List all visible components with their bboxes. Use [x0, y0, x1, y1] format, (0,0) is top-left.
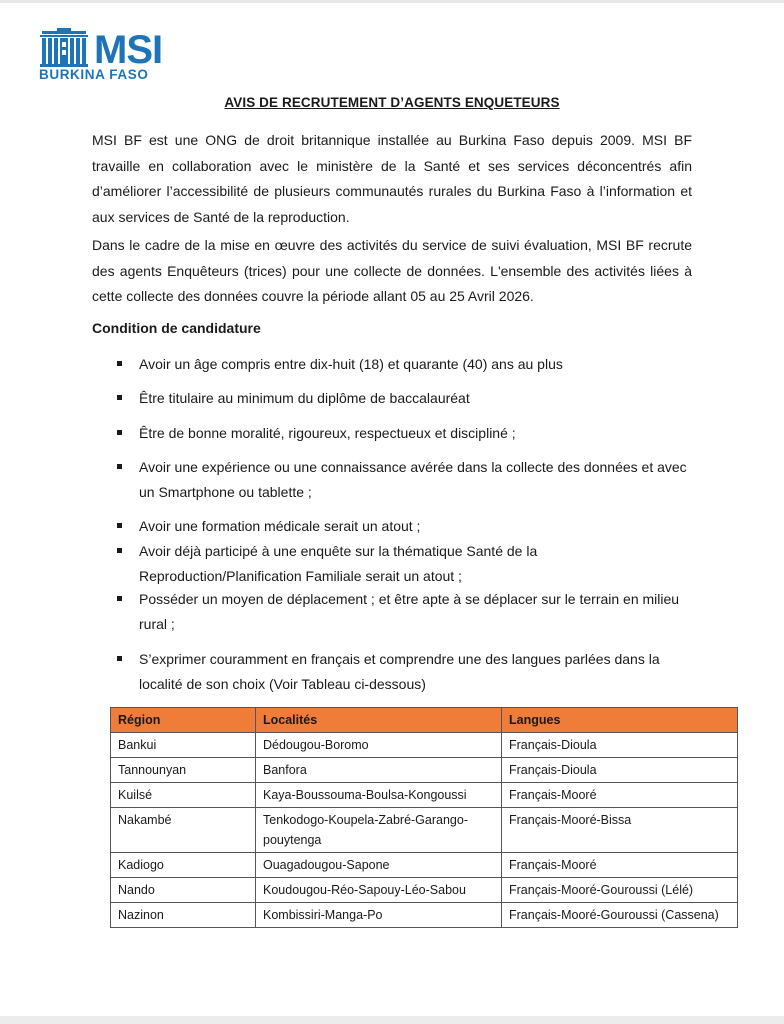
- logo-text: MSI: [94, 28, 163, 72]
- cell-langues: Français-Dioula: [502, 733, 738, 758]
- conditions-heading: Condition de candidature: [92, 320, 261, 336]
- cell-region: Kuilsé: [111, 783, 256, 808]
- table-row: [111, 903, 738, 928]
- table-row: [111, 853, 738, 878]
- condition-item: Avoir déjà participé à une enquête sur la thématique Santé de la Reproduction/Planification Familiale serait un atout ;: [139, 539, 699, 589]
- column-header-langues: Langues: [502, 708, 738, 733]
- cell-localites: Kaya-Boussouma-Boulsa-Kongoussi: [256, 783, 502, 808]
- column-header-region: Région: [111, 708, 256, 733]
- logo-subtitle: BURKINA FASO: [39, 67, 149, 82]
- condition-item: Avoir une formation médicale serait un atout ;: [139, 514, 699, 539]
- cell-localites: Dédougou-Boromo: [256, 733, 502, 758]
- intro-paragraph: MSI BF est une ONG de droit britannique installée au Burkina Faso depuis 2009. MSI BF travaille en collaboration avec le ministère de la Santé et ses services déconcentrés afin d’améliorer l’accessibilité de plusieurs communautés rurales du Burkina Faso à l’information et aux services de Santé de la reproduction.: [92, 132, 692, 225]
- table-header-row: [111, 708, 738, 733]
- cell-region: Nakambé: [111, 808, 256, 853]
- msi-logo: [38, 28, 188, 84]
- cell-region: Nando: [111, 878, 256, 903]
- context-paragraph: Dans le cadre de la mise en œuvre des activités du service de suivi évaluation, MSI BF recrute des agents Enquêteurs (trices) pour une collecte de données. L'ensemble des activités liées à cette collecte des données couvre la période allant 05 au 25 Avril 2026.: [92, 237, 692, 304]
- cell-region: Tannounyan: [111, 758, 256, 783]
- condition-item: S’exprimer couramment en français et comprendre une des langues parlées dans la localité de son choix (Voir Tableau ci-dessous): [139, 647, 699, 697]
- cell-langues: Français-Mooré-Bissa: [502, 808, 738, 853]
- cell-localites: Koudougou-Réo-Sapouy-Léo-Sabou: [256, 878, 502, 903]
- condition-item: Être titulaire au minimum du diplôme de baccalauréat: [139, 386, 699, 411]
- condition-item: Avoir un âge compris entre dix-huit (18) et quarante (40) ans au plus: [139, 352, 699, 377]
- page-title: AVIS DE RECRUTEMENT D’AGENTS ENQUETEURS: [224, 95, 560, 110]
- cell-region: Nazinon: [111, 903, 256, 928]
- table-row: [111, 733, 738, 758]
- cell-region: Bankui: [111, 733, 256, 758]
- top-edge: [0, 0, 784, 3]
- cell-localites: Tenkodogo-Koupela-Zabré-Garango-pouytenga: [256, 808, 502, 853]
- condition-item: Être de bonne moralité, rigoureux, respectueux et discipliné ;: [139, 421, 699, 446]
- cell-localites: Ouagadougou-Sapone: [256, 853, 502, 878]
- condition-item: Avoir une expérience ou une connaissance avérée dans la collecte des données et avec un Smartphone ou tablette ;: [139, 455, 699, 505]
- table-row: [111, 758, 738, 783]
- cell-localites: Kombissiri-Manga-Po: [256, 903, 502, 928]
- cell-region: Kadiogo: [111, 853, 256, 878]
- table-row: [111, 783, 738, 808]
- bottom-edge: [0, 1016, 784, 1024]
- cell-localites: Banfora: [256, 758, 502, 783]
- table-row: [111, 808, 738, 853]
- cell-langues: Français-Dioula: [502, 758, 738, 783]
- cell-langues: Français-Mooré: [502, 853, 738, 878]
- cell-langues: Français-Mooré-Gouroussi (Lélé): [502, 878, 738, 903]
- condition-item: Posséder un moyen de déplacement ; et être apte à se déplacer sur le terrain en milieu rural ;: [139, 587, 699, 637]
- regions-table: [110, 707, 738, 928]
- cell-langues: Français-Mooré-Gouroussi (Cassena): [502, 903, 738, 928]
- building-icon: [38, 28, 90, 68]
- column-header-localites: Localités: [256, 708, 502, 733]
- cell-langues: Français-Mooré: [502, 783, 738, 808]
- table-row: [111, 878, 738, 903]
